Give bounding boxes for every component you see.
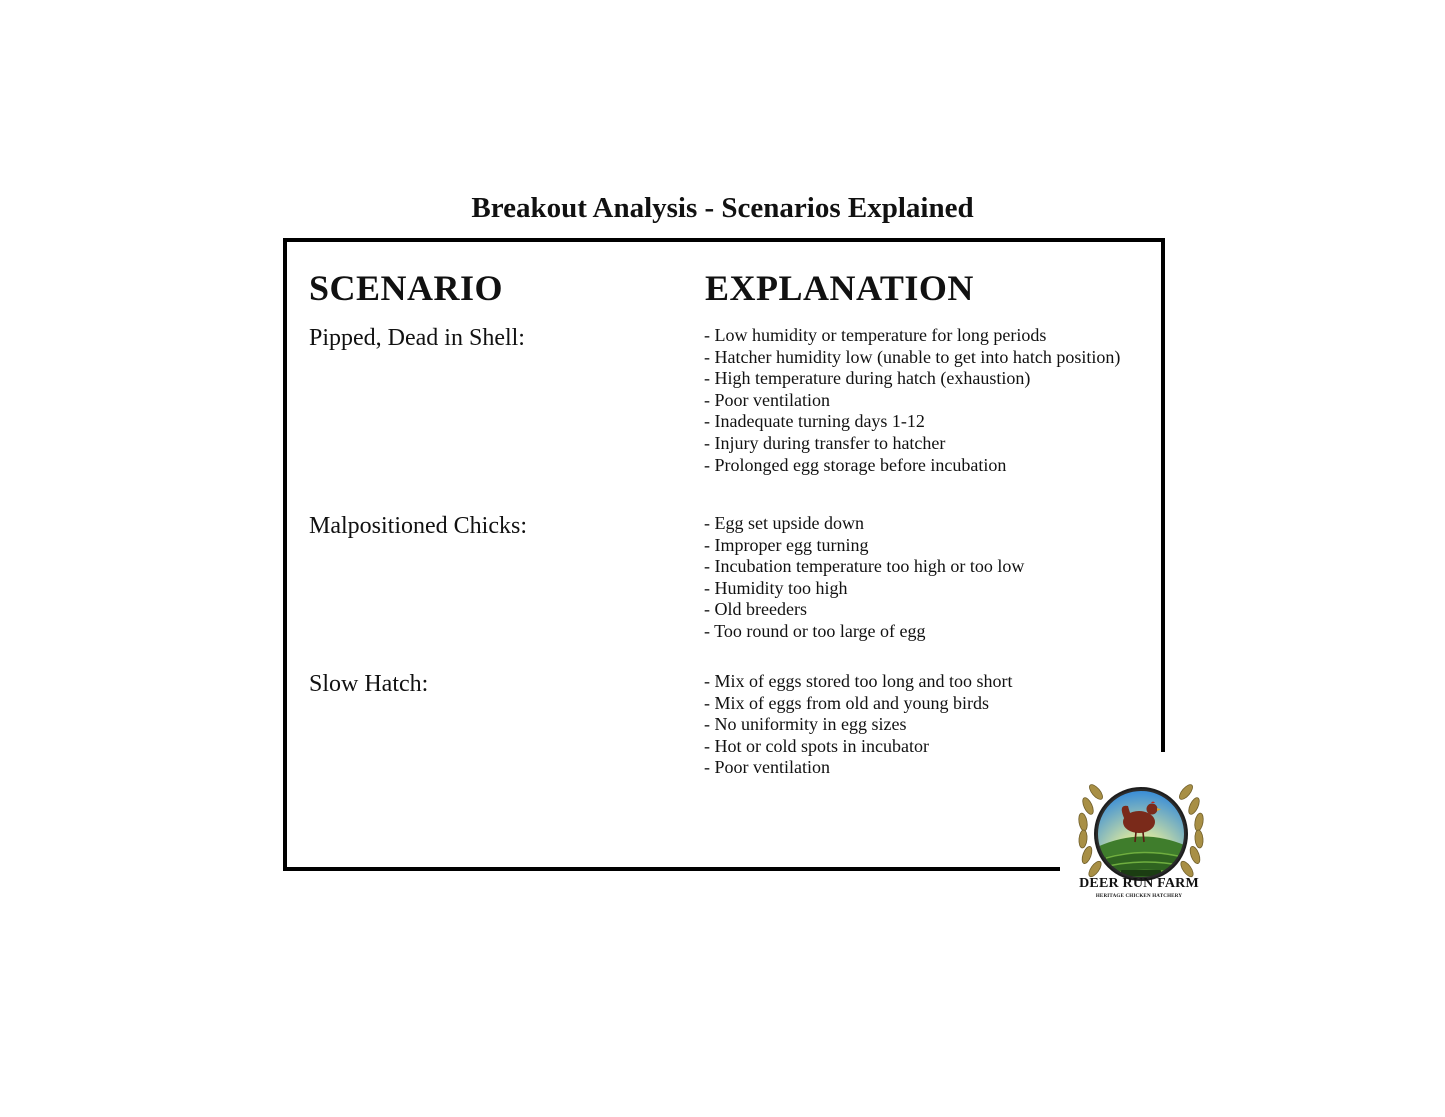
explanation-item: - Mix of eggs from old and young birds — [704, 692, 989, 713]
scenario-label-slow-hatch: Slow Hatch: — [309, 671, 429, 697]
explanation-item: - Injury during transfer to hatcher — [704, 432, 946, 453]
explanation-item: - Hot or cold spots in incubator — [704, 735, 929, 756]
page-title: Breakout Analysis - Scenarios Explained — [471, 192, 974, 224]
explanation-item: - High temperature during hatch (exhaustion) — [704, 368, 1031, 389]
explanation-item: - Egg set upside down — [704, 513, 864, 533]
explanation-list-malpositioned — [704, 513, 1024, 643]
logo-farm-name: DEER RUN FARM — [1079, 876, 1199, 891]
explanation-item: - Humidity too high — [704, 577, 848, 598]
scenario-label-pipped: Pipped, Dead in Shell: — [309, 325, 525, 351]
explanation-item: - Poor ventilation — [704, 757, 830, 778]
scenario-label-malpositioned: Malpositioned Chicks: — [309, 513, 527, 539]
explanation-item: - Old breeders — [704, 599, 807, 620]
explanation-item: - Improper egg turning — [704, 534, 869, 555]
explanation-item: - Poor ventilation — [704, 389, 830, 410]
explanation-item: - Low humidity or temperature for long periods — [704, 325, 1047, 345]
explanation-header: EXPLANATION — [705, 268, 974, 308]
explanation-item: - Too round or too large of egg — [704, 620, 926, 641]
explanation-list-pipped — [704, 325, 1120, 476]
explanation-item: - Mix of eggs stored too long and too short — [704, 671, 1013, 691]
logo-subtitle: HERITAGE CHICKEN HATCHERY — [1095, 894, 1183, 899]
explanation-item: - Incubation temperature too high or too low — [704, 556, 1025, 577]
explanation-list-slow-hatch — [704, 671, 1012, 779]
explanation-item: - Inadequate turning days 1-12 — [704, 411, 925, 432]
explanation-item: - Hatcher humidity low (unable to get into hatch position) — [704, 346, 1121, 367]
explanation-item: - Prolonged egg storage before incubation — [704, 454, 1007, 475]
scenario-header: SCENARIO — [309, 268, 504, 308]
explanation-item: - No uniformity in egg sizes — [704, 714, 907, 735]
